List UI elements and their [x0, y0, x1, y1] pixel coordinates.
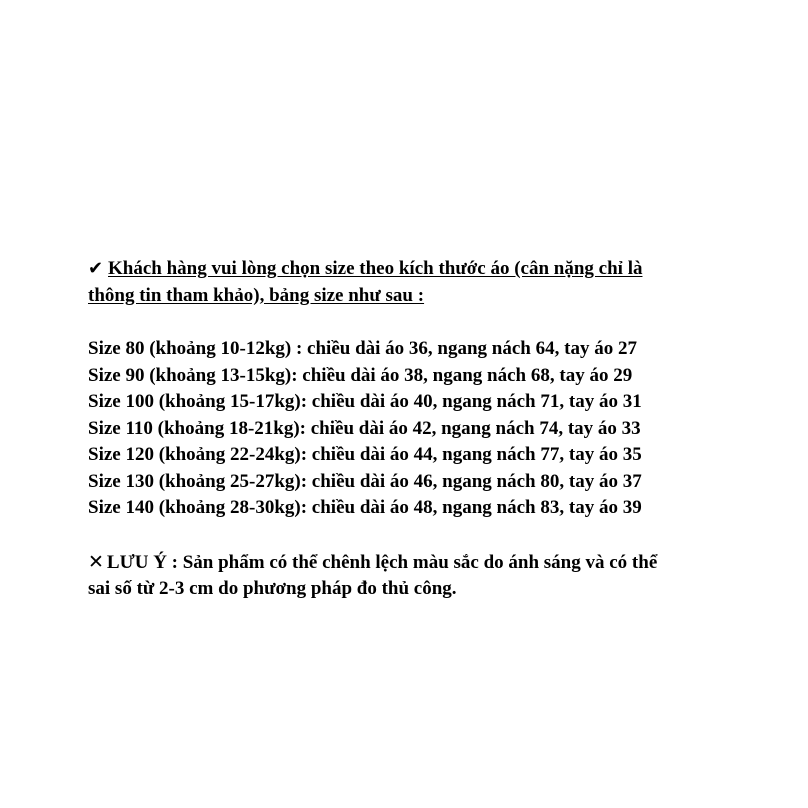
spacer [88, 309, 778, 336]
spacer [88, 522, 778, 549]
size-list [88, 336, 778, 522]
size-row-100: Size 100 (khoảng 15-17kg): chiều dài áo 40, ngang nách 71, tay áo 31 [88, 391, 642, 412]
size-row-130: Size 130 (khoảng 25-27kg): chiều dài áo 46, ngang nách 80, tay áo 37 [88, 470, 642, 492]
size-row-90: Size 90 (khoảng 13-15kg): chiều dài áo 38, ngang nách 68, tay áo 29 [88, 364, 633, 386]
size-row-110: Size 110 (khoảng 18-21kg): chiều dài áo 42, ngang nách 74, tay áo 33 [88, 417, 641, 439]
note-text-1: LƯU Ý : Sản phẩm có thể chênh lệch màu sắc do ánh sáng và có thể [106, 551, 658, 573]
size-guide-document [88, 256, 778, 603]
check-icon: ✔ [88, 258, 104, 279]
intro-text-1: Khách hàng vui lòng chọn size theo kích thước áo (cân nặng chỉ là [108, 258, 643, 279]
size-row-120: Size 120 (khoảng 22-24kg): chiều dài áo 44, ngang nách 77, tay áo 35 [88, 444, 642, 465]
intro-line-1 [88, 256, 778, 283]
note-paragraph [88, 549, 778, 603]
size-row-140: Size 140 (khoảng 28-30kg): chiều dài áo 48, ngang nách 83, tay áo 39 [88, 497, 642, 518]
intro-paragraph [88, 256, 778, 309]
note-line-2: sai số từ 2-3 cm do phương pháp đo thủ công. [88, 578, 457, 599]
intro-line-2: thông tin tham khảo), bảng size như sau : [88, 284, 425, 306]
note-line-1 [88, 549, 778, 577]
cross-icon: ✕ [88, 550, 104, 573]
size-row-80: Size 80 (khoảng 10-12kg) : chiều dài áo 36, ngang nách 64, tay áo 27 [88, 338, 637, 359]
